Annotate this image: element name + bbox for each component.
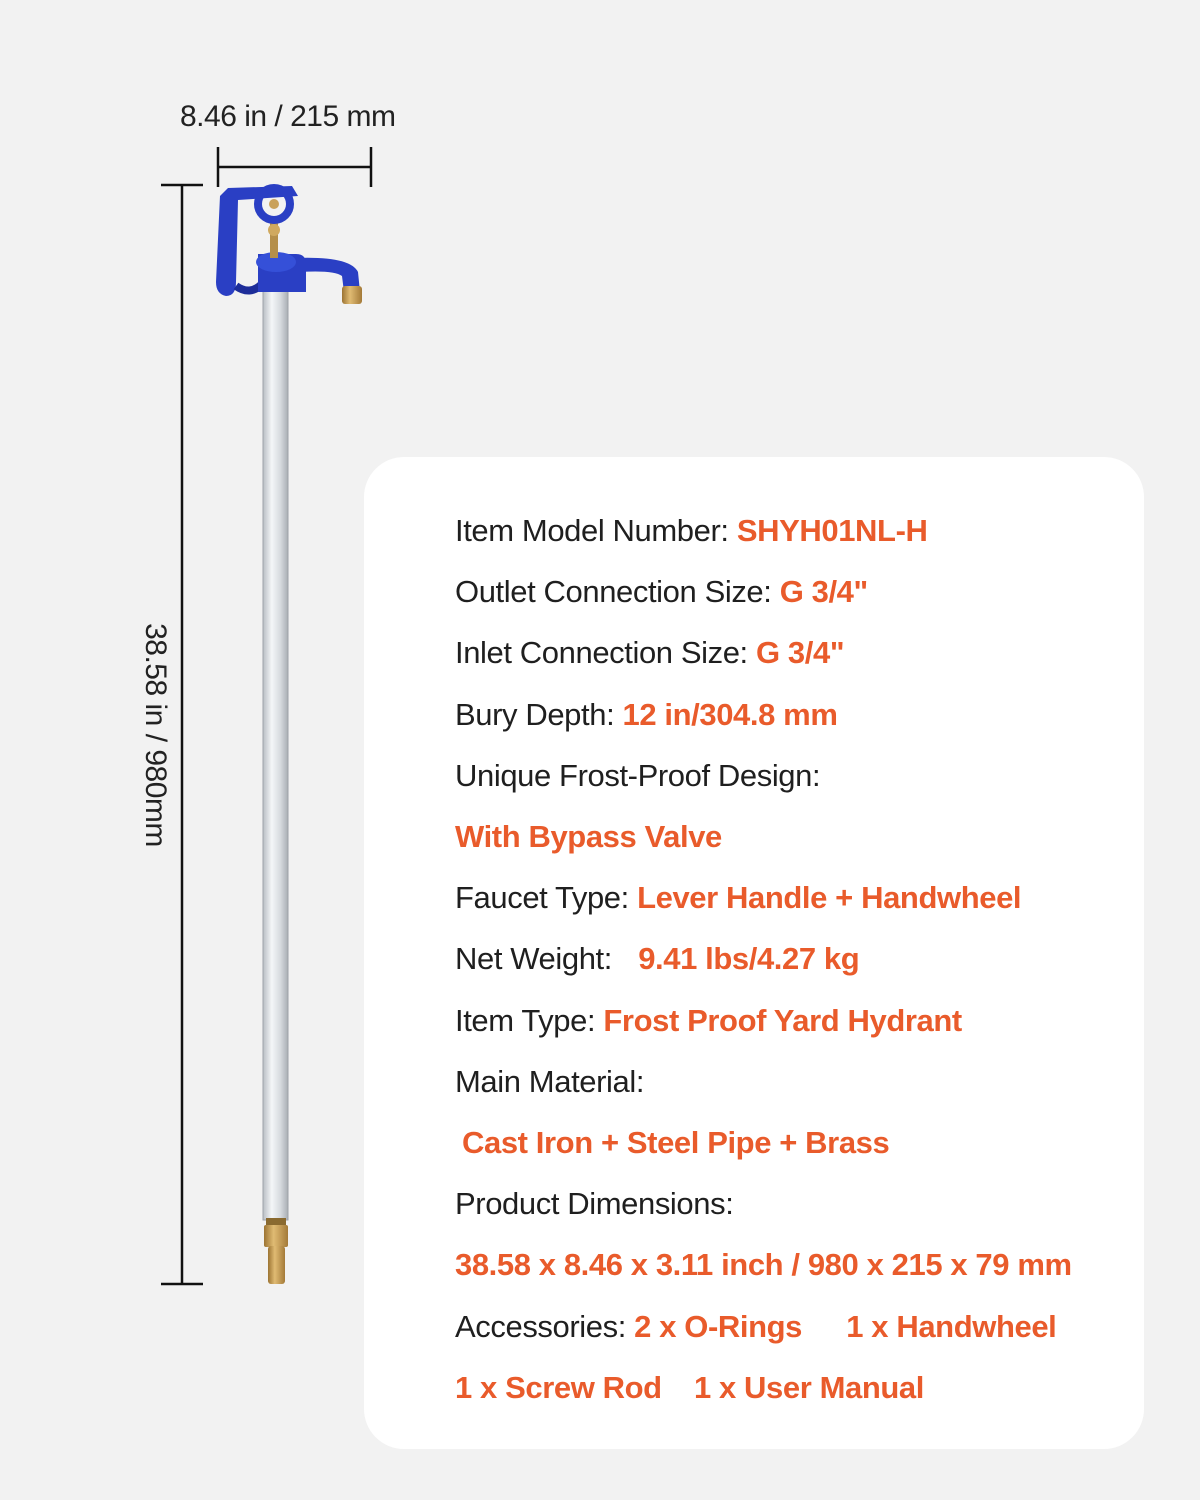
- accessory-item: 1 x Handwheel: [846, 1309, 1057, 1344]
- spec-design-value: [455, 817, 722, 857]
- accessory-item: 1 x User Manual: [693, 1370, 924, 1405]
- width-dimension-line: [218, 147, 371, 187]
- spec-value: SHYH01NL-H: [736, 513, 928, 548]
- spec-value: 12 in/304.8 mm: [622, 697, 838, 732]
- spec-label: Net Weight:: [455, 941, 612, 976]
- spec-label: Product Dimensions:: [455, 1186, 734, 1221]
- accessory-item: 2 x O-Rings: [634, 1309, 803, 1344]
- spec-accessories-continued: [455, 1368, 924, 1408]
- spec-label: Item Model Number:: [455, 513, 729, 548]
- spec-value: Frost Proof Yard Hydrant: [603, 1003, 962, 1038]
- spec-accessories: [455, 1307, 1056, 1347]
- spec-design-label: [455, 756, 820, 796]
- spec-material-value: [462, 1123, 889, 1163]
- spec-label: Inlet Connection Size:: [455, 635, 748, 670]
- brass-inlet-fitting: [264, 1218, 288, 1284]
- spec-label: Faucet Type:: [455, 880, 629, 915]
- spec-label: Bury Depth:: [455, 697, 615, 732]
- spec-item-type: [455, 1001, 962, 1041]
- spec-net-weight: [455, 939, 859, 979]
- spec-dimensions-value: [455, 1245, 1072, 1285]
- width-dimension-label: 8.46 in / 215 mm: [180, 100, 396, 133]
- steel-pipe: [263, 290, 288, 1220]
- spec-label: Accessories:: [455, 1309, 626, 1344]
- spec-inlet-size: [455, 633, 844, 673]
- spec-bury-depth: [455, 695, 838, 735]
- height-dimension-label: 38.58 in / 980mm: [139, 623, 172, 847]
- height-dimension-line: [161, 185, 203, 1284]
- spec-value: G 3/4": [756, 635, 845, 670]
- spec-value: G 3/4": [779, 574, 868, 609]
- accessory-item: 1 x Screw Rod: [455, 1370, 662, 1405]
- spec-faucet-type: [455, 878, 1021, 918]
- spec-value: 38.58 x 8.46 x 3.11 inch / 980 x 215 x 79 mm: [455, 1247, 1072, 1282]
- hydrant-head: [216, 186, 362, 304]
- spec-label: Item Type:: [455, 1003, 596, 1038]
- spec-label: Outlet Connection Size:: [455, 574, 772, 609]
- spec-value: With Bypass Valve: [455, 819, 722, 854]
- spec-label: Main Material:: [455, 1064, 645, 1099]
- spec-value: Lever Handle + Handwheel: [637, 880, 1022, 915]
- spec-model-number: [455, 511, 928, 551]
- spec-material-label: [455, 1062, 644, 1102]
- spec-dimensions-label: [455, 1184, 733, 1224]
- spec-value: 9.41 lbs/4.27 kg: [638, 941, 860, 976]
- spec-value: Cast Iron + Steel Pipe + Brass: [462, 1125, 890, 1160]
- spec-outlet-size: [455, 572, 868, 612]
- spec-label: Unique Frost-Proof Design:: [455, 758, 821, 793]
